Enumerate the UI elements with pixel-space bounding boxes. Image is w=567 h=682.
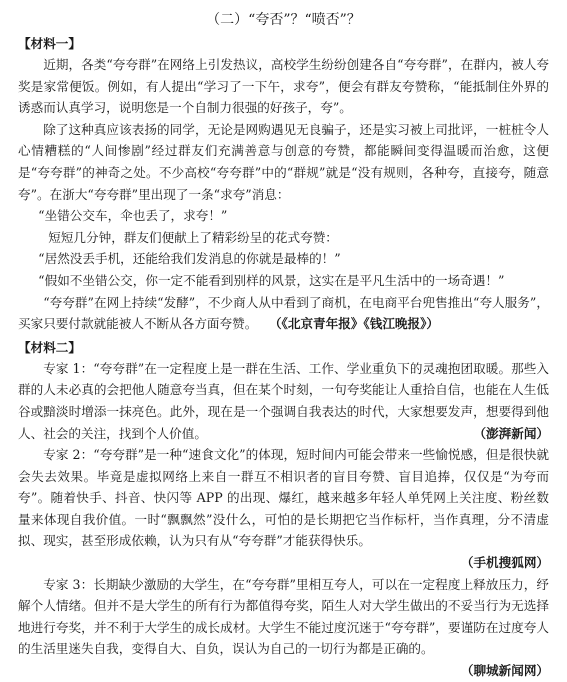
material1-source: （《北京青年报》《钱江晚报》） [275, 316, 439, 332]
material1-quote-1: “坐错公交车，伞也丢了，求夸！” [38, 208, 228, 224]
material2-source-3: （聊城新闻网） [460, 663, 549, 679]
material2-paragraph-3: 专家 3：长期缺少激励的大学生，在“夸夸群”里相互夸人，可以在一定程度上释放压力，纾解个人情绪。但并不是大学生的所有行为都值得夸奖，陌生人对大学生做出的不妥当行为无选择地进行夸奖，并不利于大学生的成长成材。大学生不能过度沉迷于“夸夸群”，要谨防在过度夸人的生活里迷失自我，变得自大、自负，误认为自己的一切行为都是正确的。 [18, 576, 549, 657]
section-title: （二）“夸否”？“喷否”？ [206, 12, 361, 28]
material2-source-2: （手机搜狐网） [460, 555, 549, 571]
material1-paragraph-3 [18, 292, 549, 335]
material1-quote-2: 短短几分钟，群友们便献上了精彩纷呈的花式夸赞： [48, 229, 338, 245]
material1-quote-4: “假如不坐错公交，你一定不能看到别样的风景，这实在是平凡生活中的一场奇遇！” [38, 272, 505, 288]
material2-paragraph-2: 专家 2：“夸夸群”是一种“速食文化”的体现，短时间内可能会带来一些愉悦感，但是很快就会失去效果。毕竟是虚拟网络上来自一群互不相识者的盲目夸赞、盲目追捧，仅仅是“为夸而夸”。随着快手、抖音、快闪等 APP 的出现、爆红，越来越多年轻人单凭网上关注度、粉丝数量来体现自我价值。一时“飘飘然”没什么，可怕的是长期把它当作标杆，当作真理，分不清虚拟、现实，甚至形成依赖，认为只有从“夸夸群”才能获得快乐。 [18, 447, 549, 549]
material2-heading: 【材料二】 [18, 339, 81, 355]
material1-paragraph-1: 近期，各类“夸夸群”在网络上引发热议，高校学生纷纷创建各自“夸夸群”，在群内，被人夸奖是家常便饭。例如，有人提出“学习了一下午，求夸”，便会有群友夸赞称，“能抵制住外界的诱惑而认真学习，说明您是一个自制力很强的好孩子，夸”。 [18, 57, 549, 116]
material2-source-1: （澎湃新闻） [473, 425, 549, 441]
material1-heading: 【材料一】 [18, 36, 81, 51]
material1-quote-5-text: “夸夸群”在网上持续“发酵”，不少商人从中看到了商机，在电商平台兜售推出“夸人服务”，买家只要付款就能被人不断从各方面夸赞。 [18, 294, 549, 332]
material2-paragraph-1 [18, 358, 549, 444]
material1-quote-3: “居然没丢手机，还能给我们发消息的你就是最棒的！” [38, 251, 341, 267]
material2-p1-text: 专家 1：“夸夸群”在一定程度上是一群在生活、工作、学业重负下的灵魂抱团取暖。那些入群的人未必真的会把他人随意夸当真，但在某个时刻，一句夸奖能让人重拾自信，也能在人生低谷或黯淡时增添一抹亮色。此外，现在是一个强调自我表达的时代，大家想要发声，想要得到他人、社会的关注，找到个人价值。 [18, 360, 549, 441]
material1-paragraph-2: 除了这种真应该表扬的同学，无论是网购遇见无良骗子，还是实习被上司批评，一桩桩令人心情糟糕的“人间惨剧”经过群友们充满善意与创意的夸赞，都能瞬间变得温暖而治愈，这便是“夸夸群”的神奇之处。不少高校“夸夸群”中的“群规”就是“没有规则，各种夸，直接夸，随意夸”。在浙大“夸夸群”里出现了一条“求夸”消息： [18, 121, 549, 202]
